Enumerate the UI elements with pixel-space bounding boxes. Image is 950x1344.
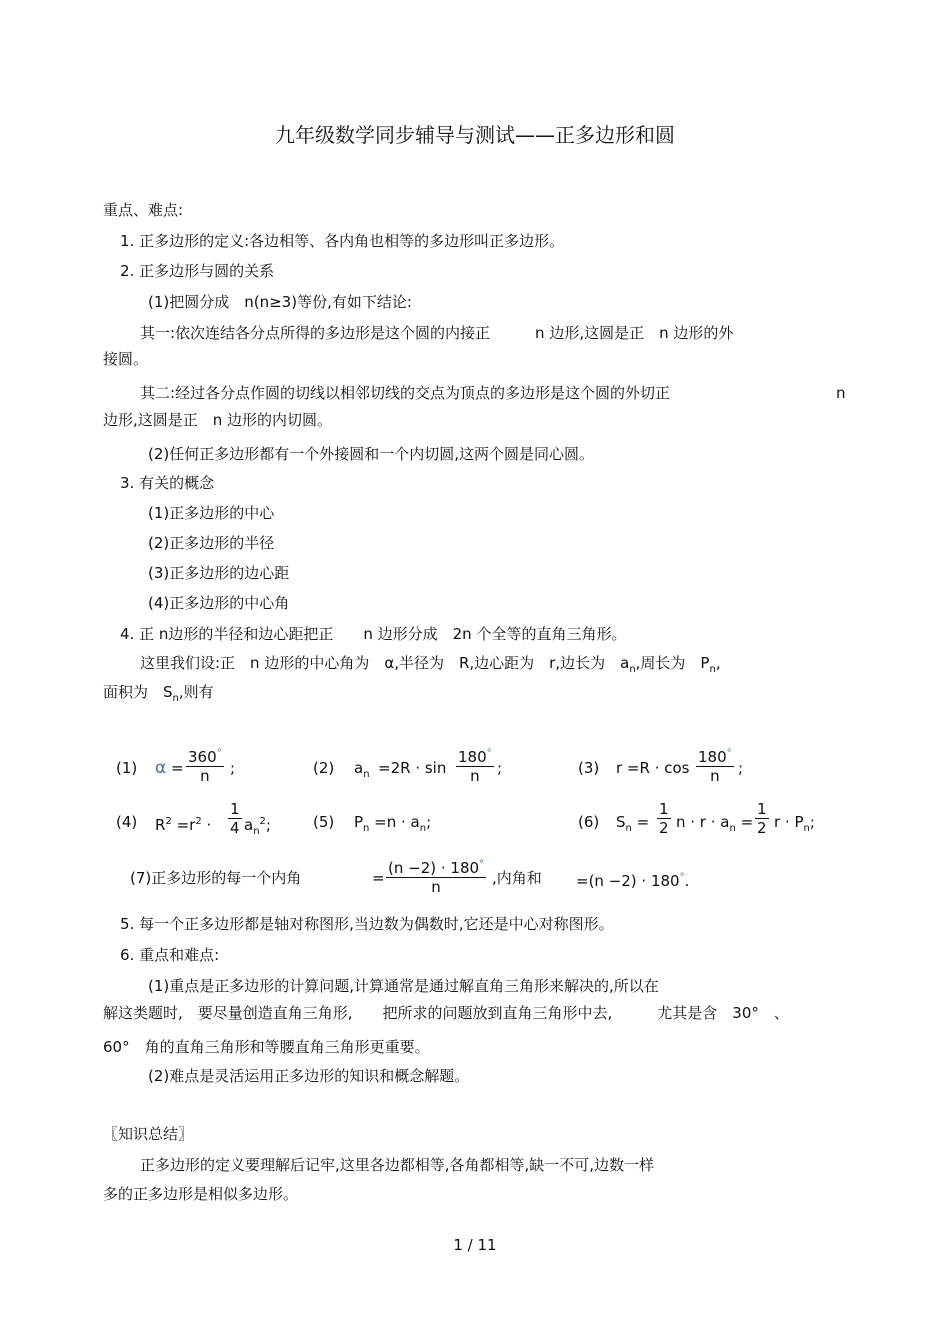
- page-number: 1 / 11: [453, 1236, 497, 1254]
- formula-6-label: (6): [578, 813, 600, 831]
- formula-5-label: (5): [313, 813, 335, 831]
- point-5: 5. 每一个正多边形都是轴对称图形,当边数为偶数时,它还是中心对称图形。: [120, 915, 614, 933]
- point-2-a-line1: 其一:依次连结各分点所得的多边形是这个圆的内接正 n 边形,这圆是正 n 边形的外: [140, 324, 734, 342]
- summary-heading: 〖知识总结〗: [103, 1125, 194, 1143]
- formula-4-tail: $a_n^2$;: [244, 816, 271, 837]
- summary-line1: 正多边形的定义要理解后记牢,这里各边都相等,各角都相等,缺一不可,边数一样: [140, 1156, 655, 1174]
- summary-line2: 多的正多边形是相似多边形。: [103, 1185, 299, 1203]
- point-4: 4. 正 n边形的半径和边心距把正 n 边形分成 2n 个全等的直角三角形。: [120, 625, 627, 643]
- point-2-b-line2: 边形,这圆是正 n 边形的内切圆。: [103, 411, 333, 429]
- point-2: 2. 正多边形与圆的关系: [120, 262, 275, 280]
- formula-1-alpha: α: [155, 758, 167, 778]
- point-3-2: (2)正多边形的半径: [148, 534, 275, 552]
- point-2-b-line1: 其二:经过各分点作圆的切线以相邻切线的交点为顶点的多边形是这个圆的外切正: [140, 384, 671, 402]
- formula-2-label: (2): [313, 759, 335, 777]
- formula-4-label: (4): [116, 813, 138, 831]
- formula-1-label: (1): [116, 759, 138, 777]
- formula-1-fraction: $\frac{360^\circ}{n}$: [188, 748, 222, 785]
- formula-6-fraction-1: $\frac{1}{2}$: [659, 800, 669, 837]
- formula-6-fraction-2: $\frac{1}{2}$: [757, 800, 767, 837]
- point-2-1: (1)把圆分成 n(n≥3)等份,有如下结论:: [148, 293, 412, 311]
- formula-5-body: $P_n =n \cdot a_n$;: [354, 813, 432, 834]
- formula-2-end: ;: [497, 759, 503, 777]
- point-2-2: (2)任何正多边形都有一个外接圆和一个内切圆,这两个圆是同心圆。: [148, 445, 595, 463]
- formula-2-fraction: $\frac{180^\circ}{n}$: [458, 748, 492, 785]
- formula-7-eq: =: [372, 869, 385, 887]
- formula-3-mid: r =R · cos: [616, 759, 690, 777]
- formula-7-fraction: $\frac{(n -2) \cdot 180^\circ}{n}$: [388, 859, 485, 896]
- section-heading: 重点、难点:: [103, 201, 184, 219]
- point-6: 6. 重点和难点:: [120, 946, 220, 964]
- formula-7-mid: ,内角和: [492, 869, 542, 887]
- point-2-b-n: n: [836, 384, 846, 402]
- point-6-1-line1: (1)重点是正多边形的计算问题,计算通常是通过解直角三角形来解决的,所以在: [148, 977, 659, 995]
- formula-2-mid: =2R · sin: [378, 759, 447, 777]
- point-3-4: (4)正多边形的中心角: [148, 594, 290, 612]
- point-3-1: (1)正多边形的中心: [148, 504, 275, 522]
- formula-4-body: $R^2 =r^2$ ·: [155, 816, 212, 834]
- formula-6-mid: $n \cdot r \cdot a_n$ =: [676, 813, 754, 834]
- point-3-3: (3)正多边形的边心距: [148, 564, 290, 582]
- page-title: 九年级数学同步辅导与测试——正多边形和圆: [275, 123, 675, 147]
- formula-6-tail: $r \cdot P_n$;: [774, 813, 815, 834]
- point-3: 3. 有关的概念: [120, 474, 215, 492]
- formula-7-text: (7)正多边形的每一个内角: [130, 869, 302, 887]
- formula-3-fraction: $\frac{180^\circ}{n}$: [698, 748, 732, 785]
- formula-6-lhs: $S_n$ =: [616, 813, 650, 834]
- formula-4-fraction: $\frac{1}{4}$: [230, 800, 240, 837]
- point-4-setup-line1: 这里我们设:正 n 边形的中心角为 α,半径为 R,边心距为 r,边长为 $a_n$,周长为 $P_n$,: [140, 654, 721, 675]
- point-6-2: (2)难点是灵活运用正多边形的知识和概念解题。: [148, 1067, 470, 1085]
- formula-2-lhs: $a_n$: [354, 759, 370, 780]
- formula-3-end: ;: [738, 759, 744, 777]
- point-4-setup-line2: 面积为 $S_n$,则有: [103, 683, 214, 704]
- formula-3-label: (3): [578, 759, 600, 777]
- formula-1-end: ;: [230, 759, 236, 777]
- formula-1-eq: =: [171, 759, 184, 777]
- formula-7-tail: =(n −2) · 180°.: [576, 872, 690, 890]
- point-2-a-line2: 接圆。: [103, 350, 149, 368]
- point-1: 1. 正多边形的定义:各边相等、各内角也相等的多边形叫正多边形。: [120, 232, 565, 250]
- point-6-1-line3: 60° 角的直角三角形和等腰直角三角形更重要。: [103, 1038, 430, 1056]
- point-6-1-line2: 解这类题时, 要尽量创造直角三角形, 把所求的问题放到直角三角形中去, 尤其是含 30° 、: [103, 1004, 789, 1022]
